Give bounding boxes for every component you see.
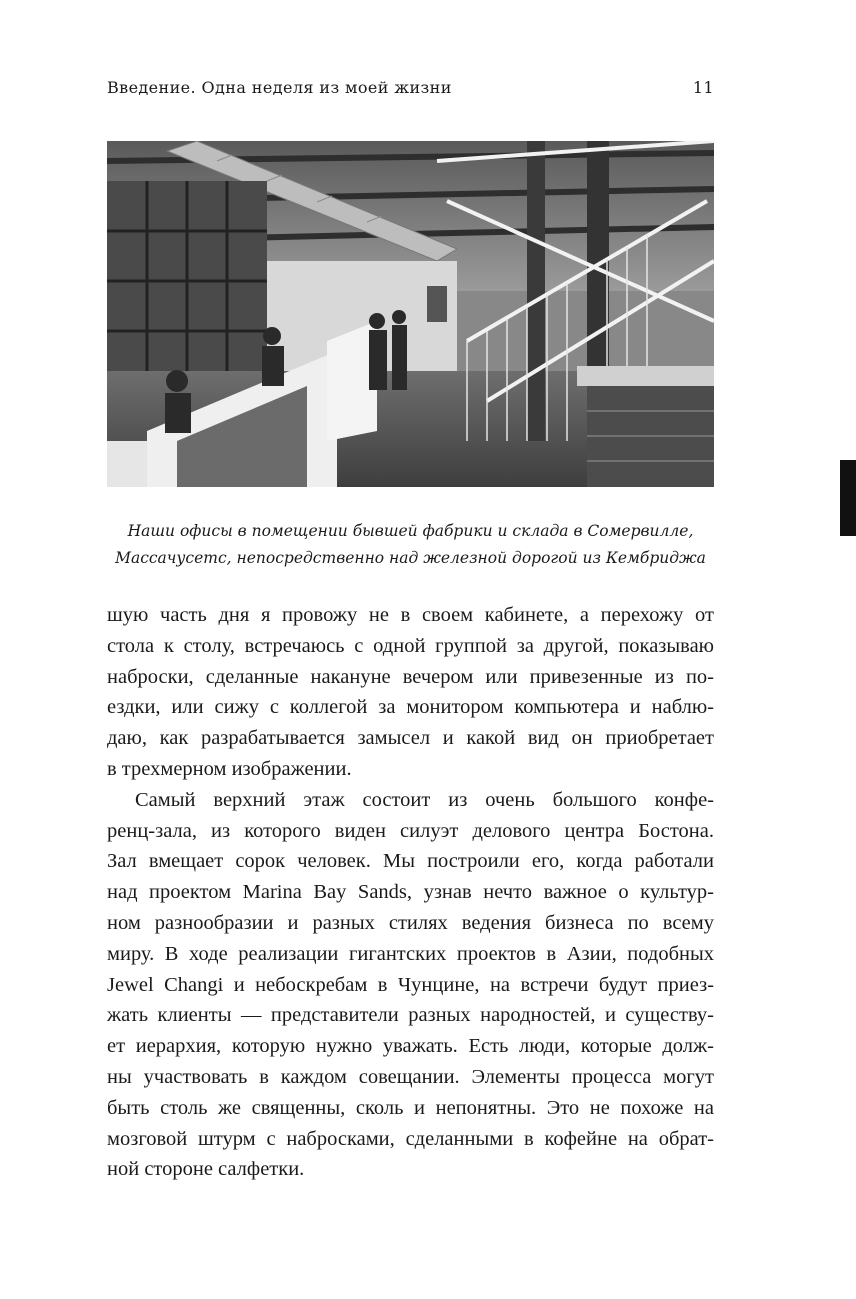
text-line: даю, как разрабатывается замысел и какой вид он приобретает [107, 727, 714, 750]
text-line: наброски, сделанные накануне вечером или привезенные из по- [107, 665, 714, 688]
caption-line: Массачусетс, непосредственно над железной дорогой из Кембриджа [115, 549, 706, 567]
running-header [107, 74, 714, 102]
body-text [107, 600, 714, 1185]
photo-caption [107, 518, 714, 572]
page-number: 11 [692, 78, 714, 97]
text-line: шую часть дня я провожу не в своем кабинете, а перехожу от [107, 604, 714, 626]
running-title: Введение. Одна неделя из моей жизни [107, 78, 452, 97]
text-line: Jewel Changi и небоскребам в Чунцине, на встречи будут приез- [107, 973, 714, 996]
text-line: ной стороне салфетки. [107, 1158, 305, 1181]
text-line: миру. В ходе реализации гигантских проектов в Азии, подобных [107, 942, 714, 965]
text-line: ном разнообразии и разных стилях ведения бизнеса по всему [107, 911, 714, 934]
thumb-index-tab [840, 460, 856, 536]
text-line: Зал вмещает сорок человек. Мы построили его, когда работали [107, 850, 714, 873]
office-photo-icon [107, 141, 714, 487]
text-line: быть столь же священны, сколь и непонятны. Это не похоже на [107, 1096, 714, 1119]
text-line: жать клиенты — представители разных народностей, и существу- [107, 1004, 714, 1027]
text-line: ездки, или сижу с коллегой за монитором компьютера и наблю- [107, 696, 714, 719]
caption-line: Наши офисы в помещении бывшей фабрики и склада в Сомервилле, [127, 522, 694, 540]
text-line: ны участвовать в каждом совещании. Элементы процесса могут [107, 1065, 714, 1088]
text-line: мозговой штурм с набросками, сделанными в кофейне на обрат- [107, 1127, 714, 1150]
text-line: ет иерархия, которую нужно уважать. Есть люди, которые долж- [107, 1035, 714, 1058]
text-line: в трехмерном изображении. [107, 757, 352, 780]
office-photo [107, 141, 714, 487]
text-line: над проектом Marina Bay Sands, узнав нечто важное о культур- [107, 881, 714, 904]
text-line: Самый верхний этаж состоит из очень большого конфе- [135, 788, 714, 811]
text-line: ренц-зала, из которого виден силуэт делового центра Бостона. [107, 819, 714, 842]
text-line: стола к столу, встречаюсь с одной группой за другой, показываю [107, 634, 714, 657]
